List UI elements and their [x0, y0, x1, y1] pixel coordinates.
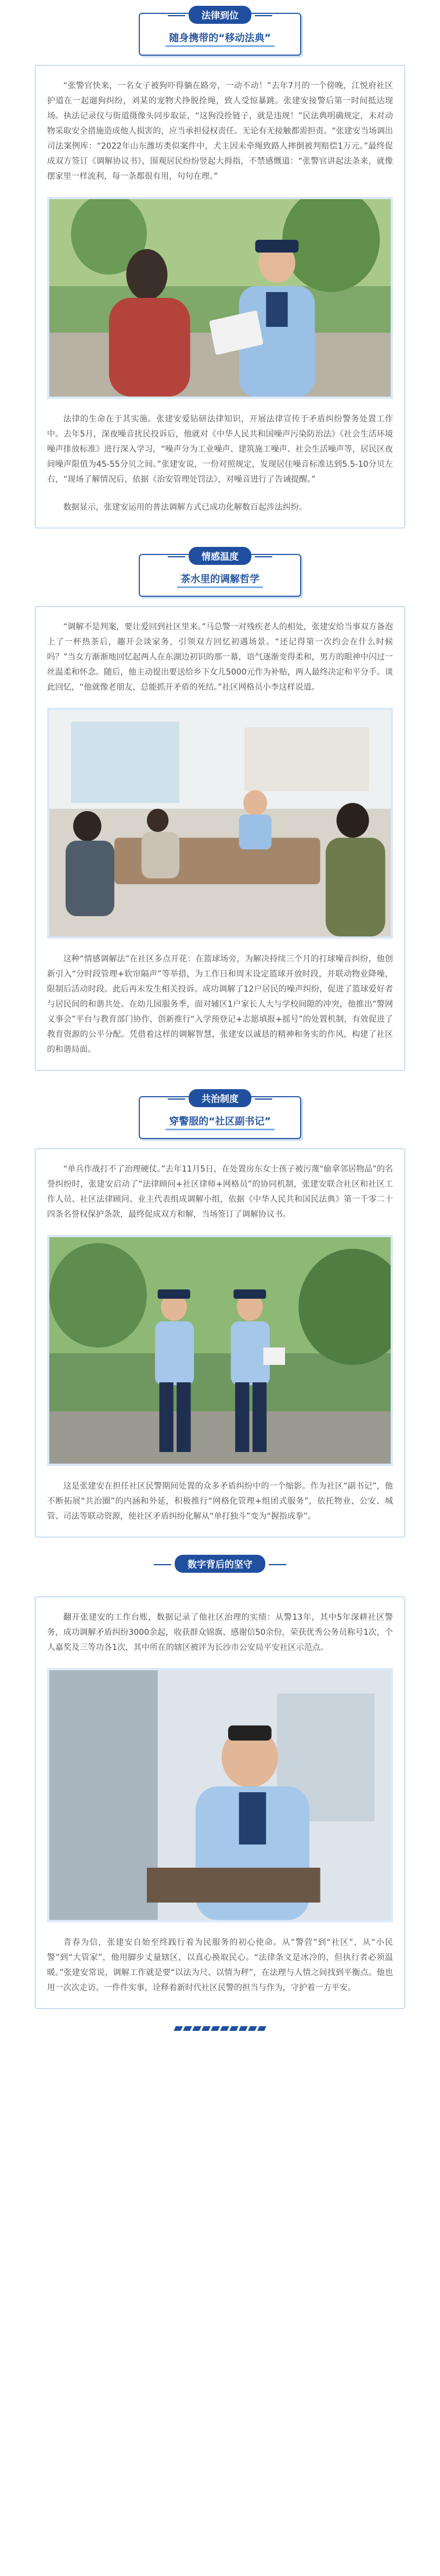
title-card — [139, 1559, 301, 1575]
section-tag: 数字背后的坚守 — [175, 1555, 265, 1573]
section-tag: 法律到位 — [189, 6, 251, 24]
paragraph: 这是张建安在担任社区民警期间处置的众多矛盾纠纷中的一个缩影。作为社区“副书记”，他不断拓展“共治圈”的内涵和外延，积极推行“网格化管理+组团式服务”，依托物业、公安、城管、司法等联动资源，使社区矛盾纠纷化解从“单打独斗”变为“握指成拳”。 — [47, 1482, 393, 1521]
section-tag: 情感温度 — [189, 547, 251, 565]
stripe-icon — [175, 2026, 265, 2031]
title-card — [139, 1093, 301, 1139]
text-box — [35, 1148, 405, 1537]
section-header — [0, 1083, 440, 1148]
paragraph: 青春为信，张建安自始至终践行着为民服务的初心使命。从“警营”到“社区”，从“小民警”到“大管家”，他用脚步丈量辖区，以真心换取民心。“法律条文是冰冷的，但执行者必须温暖。”张建安常说，调解工作就是要“以法为尺、以情为秤”，在法理与人情之间找到平衡点。他也用一次次走访、一件件实事，诠释着新时代社区民警的担当与作为，守护着一方平安。 — [47, 1938, 393, 1993]
section-legal — [0, 0, 440, 528]
paragraph: 翻开张建安的工作台账，数据记录了他社区治理的实绩：从警13年，其中5年深耕社区警务，成功调解矛盾纠纷3000余起，收获群众锦旗、感谢信50余份，荣获优秀公务员称号1次，个人嘉奖及三等功各1次，其中所在的辖区被评为长沙市公安局平安社区示范点。 — [47, 1613, 393, 1652]
section-header — [0, 0, 440, 65]
title-card — [139, 551, 301, 597]
section-header — [0, 541, 440, 606]
section-header — [0, 1550, 440, 1597]
text-box — [35, 65, 405, 528]
photo-officers-patrol — [47, 1235, 393, 1466]
text-box — [35, 1597, 405, 2009]
photo-officer-portrait — [47, 1668, 393, 1922]
paragraph: 数据显示，张建安运用的普法调解方式已成功化解数百起涉法纠纷。 — [63, 503, 307, 512]
section-emotion — [0, 541, 440, 1071]
section-numbers — [0, 1550, 440, 2009]
footer-decoration — [0, 2009, 440, 2045]
title-card — [139, 10, 301, 56]
section-subtitle: 穿警服的“社区副书记” — [165, 1113, 274, 1130]
text-box — [35, 606, 405, 1071]
paragraph: “单兵作战打不了治理硬仗。”去年11月5日，在处置房东女士孩子被污蔑“偷拿邻居物品”的名誉纠纷时，张建安启动了“法律顾问+社区律师+网格员”的协同机制，张建安联合社区和社区工作人员、社区法律顾问、业主代表组成调解小组，依据《中华人民共和国民法典》第一千零二十四条名誉权保护条款，最终促成双方和解，当场签订了调解协议书。 — [47, 1165, 393, 1219]
photo-officer-with-resident — [47, 197, 393, 399]
photo-mediation-meeting — [47, 708, 393, 939]
paragraph: “调解不是判案，要让爱回到社区里来。”马总警一对残疾老人的相处，张建安给当事双方备泡上了一杯热茶后，趣开会谈家务，引领双方回忆初遇场景。“还记得第一次约会在什么时候吗？”当女方渐渐地回忆起两人在东湖边初识的那一幕，语气逐渐变得柔和，男方的眼神中闪过一丝温柔和怀念。随后，他主动提出要送给乡下女儿5000元作为补贴，两人最终决定和平分手。谈此回忆，“他就像老朋友，总能抓开矛盾的死结。”社区网格员小李这样说道。 — [47, 622, 393, 692]
section-tag: 共治制度 — [189, 1089, 251, 1107]
section-governance — [0, 1083, 440, 1537]
paragraph: 法律的生命在于其实施。张建安爱钻研法律知识，开展法律宣传于矛盾纠纷警务处置工作中。去年5月，深夜噪音扰民投诉后，他就对《中华人民共和国噪声污染防治法》《社会生活环境噪声排放标准》进行深入学习，“噪声分为工业噪声、建筑施工噪声、社会生活噪声等，居民区夜间噪声限值为45-55分贝之间。”张建安说，一份对照规定，发现居住噪音标准达到5.5-10分贝左右，“现场了解情况后，依据《治安管理处罚法》，对噪音进行了告诫提醒。” — [47, 415, 393, 484]
paragraph: 这种“情感调解法”在社区多点开花：在篮球场旁，为解决持续三个月的打球噪音纠纷，他创新引入“分时段管理+软帘隔声”等举措，为工作日和周末设定篮球开放时段，并联动物业降噪，限制后活动时段。此后再未发生相关投诉。成功调解了12户居民的噪声纠纷，促进了篮球爱好者与居民间的和谐共处。在幼儿园服务季，面对辅区1户家长人大与学校间隙的冲突，他推出“警网义事会”平台与教育部门协作，创新推行“入学预登记+志愿填报+摇号”的处置机制，有效促进了教育资源的公平分配。凭借着这样的调解智慧，张建安以诚恳的精神和务实的作风，构建了社区的和谐局面。 — [47, 954, 393, 1054]
paragraph: “张警官快来，一名女子被狗吓得躺在路旁，一动不动！”去年7月的一个傍晚，江悦府社区护道在一起遛狗纠纷，刘某的宠物犬挣脱拴绳，致人受惊暴跳。张建安接警后第一时间抵达现场。执法记录仪与街道摄像头同步取证，“这狗没拴链子，就是违规！”民法典明确规定，未对动物采取安全措施造成他人损害的，应当承担侵权责任。无论有无接触都需担责。“张建安当场调出司法案例库：“2022年山东潍坊类似案件中，犬主因未牵绳致路人摔倒被判赔偿1万元。”最终促成双方签订《调解协议书》，围观居民纷纷竖起大拇指，不禁感慨道：“张警官讲起法条来，就像摆家里一样流利，每一条都很有用，句句在理。” — [47, 81, 393, 181]
section-subtitle: 茶水里的调解哲学 — [177, 571, 263, 588]
section-subtitle: 随身携带的“移动法典” — [165, 30, 274, 47]
